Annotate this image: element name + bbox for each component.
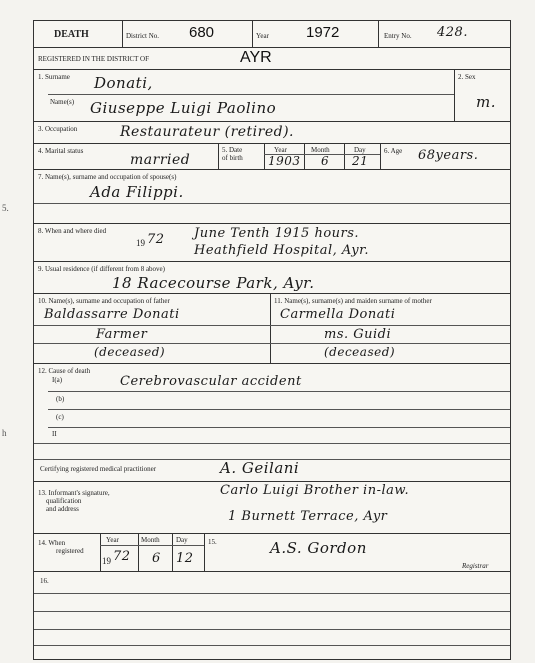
- registrar-label: Registrar: [462, 562, 489, 570]
- surname-label: 1. Surname: [38, 73, 70, 81]
- reg-day: 12: [176, 551, 194, 566]
- mother-name: Carmella Donati: [280, 307, 396, 322]
- field-15-label: 15.: [208, 538, 217, 546]
- occupation-label: 3. Occupation: [38, 125, 78, 133]
- dob-label: 5. Date: [222, 146, 243, 154]
- dob-year: 1903: [268, 154, 301, 168]
- field-16-label: 16.: [40, 577, 49, 585]
- marital-status: married: [130, 152, 191, 168]
- district-number: 680: [189, 24, 215, 41]
- died-label: 8. When and where died: [38, 227, 107, 235]
- registration-year: 1972: [306, 24, 340, 41]
- reg-year-label: Year: [106, 536, 119, 544]
- spouse-label: 7. Name(s), surname and occupation of spouse(s): [38, 173, 177, 181]
- mother-maiden: ms. Guidi: [324, 327, 392, 342]
- cause-label: 12. Cause of death: [38, 367, 91, 375]
- informant-label: 13. Informant's signature,: [38, 489, 110, 497]
- reg-month-label: Month: [141, 536, 160, 544]
- spouse: Ada Filippi.: [90, 183, 184, 201]
- father-note: (deceased): [94, 345, 166, 359]
- registrar-signature: A.S. Gordon: [270, 539, 367, 557]
- father-occupation: Farmer: [96, 327, 148, 342]
- margin-mark-2: h: [2, 428, 7, 438]
- dob-label-2: of birth: [222, 154, 243, 162]
- when-registered-label-2: registered: [56, 547, 84, 555]
- reg-day-label: Day: [176, 536, 188, 544]
- cause-b-label: (b): [56, 395, 65, 403]
- mother-label: 11. Name(s), surname(s) and maiden surname of mother: [274, 297, 432, 305]
- died-year: 72: [147, 232, 165, 247]
- residence: 18 Racecourse Park, Ayr.: [112, 274, 315, 292]
- death-certificate: [33, 20, 511, 660]
- district-label: District No.: [126, 32, 160, 40]
- certifying-label: Certifying registered medical practitioner: [40, 465, 157, 473]
- died-when: June Tenth 1915 hours.: [194, 226, 360, 241]
- father-name: Baldassarre Donati: [44, 307, 180, 322]
- informant-label-2: qualification: [46, 497, 82, 505]
- died-where: Heathfield Hospital, Ayr.: [194, 243, 369, 258]
- reg-month: 6: [152, 551, 161, 566]
- cause-c-label: (c): [56, 413, 64, 421]
- dob-month: 6: [321, 154, 330, 168]
- informant-signature: Carlo Luigi Brother in-law.: [220, 483, 410, 498]
- names-label: Name(s): [50, 98, 75, 106]
- mother-note: (deceased): [324, 345, 396, 359]
- registered-district-label: REGISTERED IN THE DISTRICT OF: [38, 55, 149, 63]
- residence-label: 9. Usual residence (if different from 8 above): [38, 265, 165, 273]
- dob-day: 21: [352, 154, 369, 168]
- dob-month-label: Month: [311, 146, 330, 154]
- certifying-signature: A. Geilani: [220, 459, 300, 477]
- form-title: DEATH: [54, 29, 89, 40]
- sex: m.: [476, 93, 496, 111]
- entry-number: 428.: [437, 25, 468, 40]
- reg-year-prefix: 19: [102, 556, 111, 566]
- father-label: 10. Name(s), surname and occupation of father: [38, 297, 170, 305]
- dob-day-label: Day: [354, 146, 366, 154]
- cause-a: Cerebrovascular accident: [120, 374, 302, 389]
- died-year-prefix: 19: [136, 238, 145, 248]
- informant-label-3: and address: [46, 505, 79, 513]
- cause-ii-label: II: [52, 430, 57, 438]
- informant-address: 1 Burnett Terrace, Ayr: [228, 509, 388, 524]
- sex-label: 2. Sex: [458, 73, 476, 81]
- cause-a-label: I(a): [52, 376, 63, 384]
- age-label: 6. Age: [384, 147, 403, 155]
- occupation: Restaurateur (retired).: [120, 124, 295, 140]
- dob-year-label: Year: [274, 146, 287, 154]
- registered-district: AYR: [240, 49, 272, 66]
- reg-year: 72: [113, 549, 131, 564]
- entry-label: Entry No.: [384, 32, 412, 40]
- marital-status-label: 4. Marital status: [38, 147, 84, 155]
- age: 68years.: [418, 148, 479, 163]
- when-registered-label: 14. When: [38, 539, 66, 547]
- margin-mark-1: 5.: [2, 203, 9, 213]
- given-names: Giuseppe Luigi Paolino: [90, 99, 277, 117]
- surname: Donati,: [94, 74, 153, 92]
- year-label: Year: [256, 32, 269, 40]
